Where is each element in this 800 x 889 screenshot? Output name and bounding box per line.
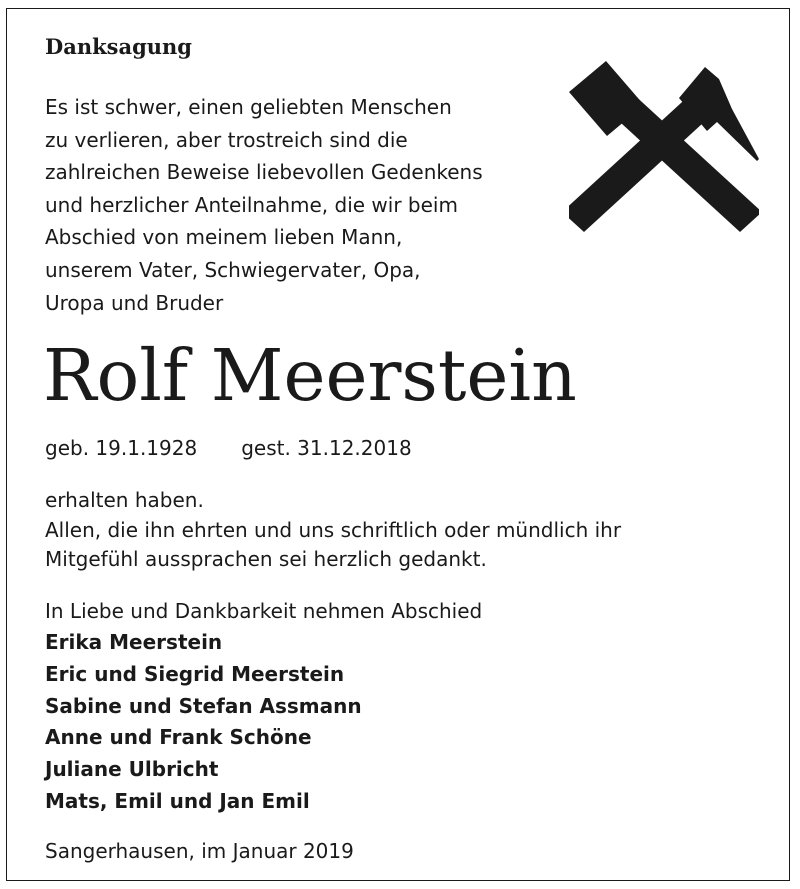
intro-line: Uropa und Bruder (45, 290, 224, 315)
mourner-name: Juliane Ulbricht (45, 757, 219, 782)
deceased-name: Rolf Meerstein (43, 334, 577, 417)
mourner-name: Anne und Frank Schöne (45, 725, 312, 750)
intro-line: zahlreichen Beweise liebevollen Gedenkens (45, 160, 483, 185)
thanks-line: Allen, die ihn ehrten und uns schriftlich oder mündlich ihr (45, 517, 622, 542)
notice-heading: Danksagung (45, 34, 192, 59)
life-dates (45, 433, 412, 463)
farewell-line: In Liebe und Dankbarkeit nehmen Abschied (45, 599, 483, 623)
thanks-line: Mitgefühl aussprachen sei herzlich gedankt. (45, 547, 487, 571)
hammer-and-pick-icon (569, 61, 759, 241)
mourners-list (45, 627, 362, 818)
thanks-paragraph (45, 486, 765, 575)
intro-line: zu verlieren, aber trostreich sind die (45, 127, 408, 152)
place-and-date: Sangerhausen, im Januar 2019 (45, 839, 354, 863)
mourner-name: Sabine und Stefan Assmann (45, 693, 362, 718)
mourner-name: Erika Meerstein (45, 630, 223, 654)
death-date: gest. 31.12.2018 (241, 436, 412, 460)
mourner-name: Eric und Siegrid Meerstein (45, 661, 345, 686)
intro-line: Es ist schwer, einen geliebten Menschen (45, 95, 452, 119)
obituary-notice (6, 8, 790, 881)
intro-line: unserem Vater, Schwiegervater, Opa, (45, 257, 421, 282)
mourner-name: Mats, Emil und Jan Emil (45, 788, 310, 813)
intro-paragraph (45, 91, 565, 319)
intro-line: Abschied von meinem lieben Mann, (45, 225, 403, 250)
intro-line: und herzlicher Anteilnahme, die wir beim (45, 192, 458, 217)
birth-date: geb. 19.1.1928 (45, 436, 198, 460)
thanks-line: erhalten haben. (45, 488, 204, 512)
